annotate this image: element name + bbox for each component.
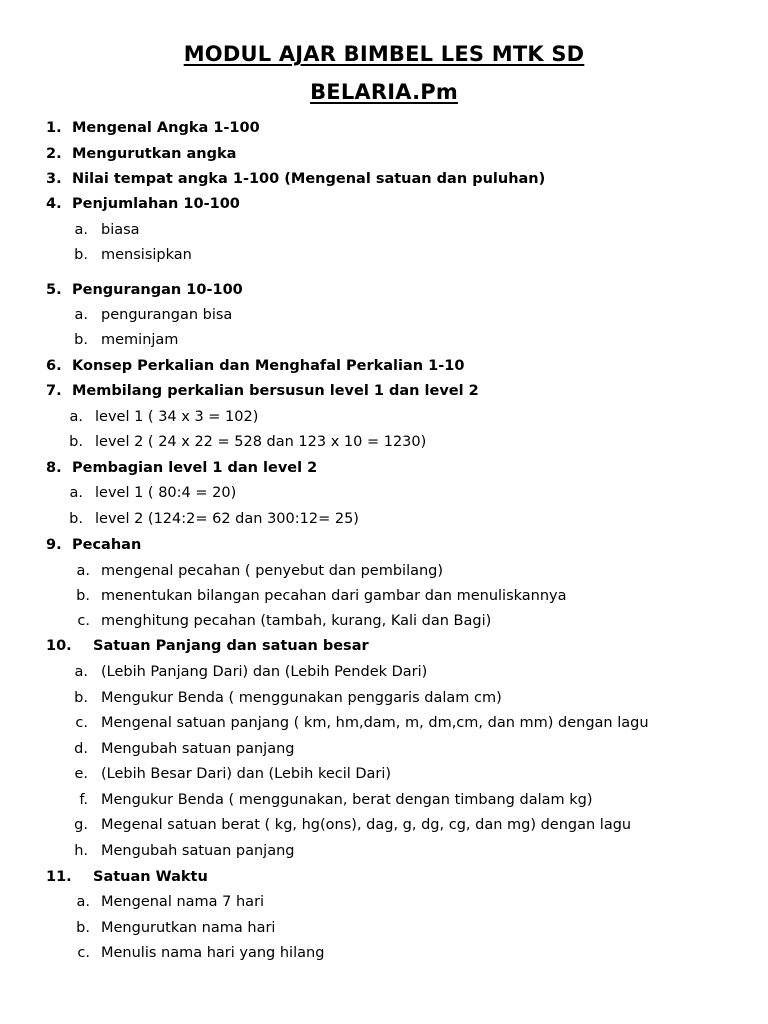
item-number: 5. [46,282,62,298]
item-label: Penjumlahan 10-100 [72,196,240,212]
item-label: Nilai tempat angka 1-100 (Mengenal satuan dan puluhan) [72,171,546,187]
sub-item-letter: e. [74,766,88,782]
item-number: 8. [46,460,62,476]
item-label: Mengurutkan angka [72,146,237,162]
sub-item-letter: a. [76,894,90,910]
item-number: 6. [46,358,62,374]
document-title-line-1: MODUL AJAR BIMBEL LES MTK SD [183,42,585,66]
sub-item-label: Mengenal satuan panjang ( km, hm,dam, m, dm,cm, dan mm) dengan lagu [101,715,649,731]
sub-item-letter: b. [69,434,83,450]
sub-item-label: Mengurutkan nama hari [101,920,276,936]
sub-item-letter: b. [74,332,88,348]
sub-item-label: Menulis nama hari yang hilang [101,945,325,961]
item-label: Satuan Waktu [93,869,208,885]
sub-item-label: (Lebih Besar Dari) dan (Lebih kecil Dari) [101,766,392,782]
item-label: Pembagian level 1 dan level 2 [72,460,318,476]
sub-item-letter: b. [76,588,90,604]
document-title-line-2: BELARIA.Pm [310,80,458,104]
item-number: 3. [46,171,62,187]
sub-item-letter: a. [74,222,88,238]
item-label: Pecahan [72,537,142,553]
sub-item-label: meminjam [101,332,179,348]
sub-item-letter: g. [74,817,88,833]
item-number: 11. [46,869,72,885]
sub-item-letter: a. [69,409,83,425]
sub-item-letter: c. [77,613,90,629]
item-number: 7. [46,383,62,399]
sub-item-label: biasa [101,222,140,238]
sub-item-letter: b. [74,247,88,263]
item-number: 9. [46,537,62,553]
sub-item-letter: b. [76,920,90,936]
sub-item-label: level 2 (124:2= 62 dan 300:12= 25) [95,511,359,527]
sub-item-letter: a. [74,307,88,323]
sub-item-letter: d. [74,741,88,757]
sub-item-label: menghitung pecahan (tambah, kurang, Kali dan Bagi) [101,613,492,629]
sub-item-letter: c. [75,715,88,731]
item-label: Satuan Panjang dan satuan besar [93,638,369,654]
item-number: 10. [46,638,72,654]
sub-item-letter: a. [76,563,90,579]
sub-item-label: mensisipkan [101,247,192,263]
item-label: Konsep Perkalian dan Menghafal Perkalian 1-10 [72,358,465,374]
sub-item-label: level 1 ( 34 x 3 = 102) [95,409,259,425]
item-label: Membilang perkalian bersusun level 1 dan level 2 [72,383,479,399]
sub-item-label: menentukan bilangan pecahan dari gambar dan menuliskannya [101,588,567,604]
item-number: 1. [46,120,62,136]
sub-item-label: Mengenal nama 7 hari [101,894,265,910]
sub-item-label: level 1 ( 80:4 = 20) [95,485,237,501]
item-number: 4. [46,196,62,212]
sub-item-label: Mengubah satuan panjang [101,843,295,859]
item-label: Pengurangan 10-100 [72,282,243,298]
sub-item-letter: c. [77,945,90,961]
sub-item-letter: a. [74,664,88,680]
sub-item-label: Mengukur Benda ( menggunakan penggaris dalam cm) [101,690,502,706]
sub-item-letter: h. [74,843,88,859]
sub-item-label: Mengubah satuan panjang [101,741,295,757]
sub-item-label: mengenal pecahan ( penyebut dan pembilang) [101,563,444,579]
item-label: Mengenal Angka 1-100 [72,120,260,136]
sub-item-letter: a. [69,485,83,501]
sub-item-label: (Lebih Panjang Dari) dan (Lebih Pendek Dari) [101,664,428,680]
sub-item-letter: b. [74,690,88,706]
sub-item-label: level 2 ( 24 x 22 = 528 dan 123 x 10 = 1230) [95,434,427,450]
sub-item-letter: b. [69,511,83,527]
item-number: 2. [46,146,62,162]
sub-item-label: Mengukur Benda ( menggunakan, berat dengan timbang dalam kg) [101,792,593,808]
sub-item-label: Megenal satuan berat ( kg, hg(ons), dag, g, dg, cg, dan mg) dengan lagu [101,817,632,833]
sub-item-letter: f. [79,792,88,808]
sub-item-label: pengurangan bisa [101,307,233,323]
